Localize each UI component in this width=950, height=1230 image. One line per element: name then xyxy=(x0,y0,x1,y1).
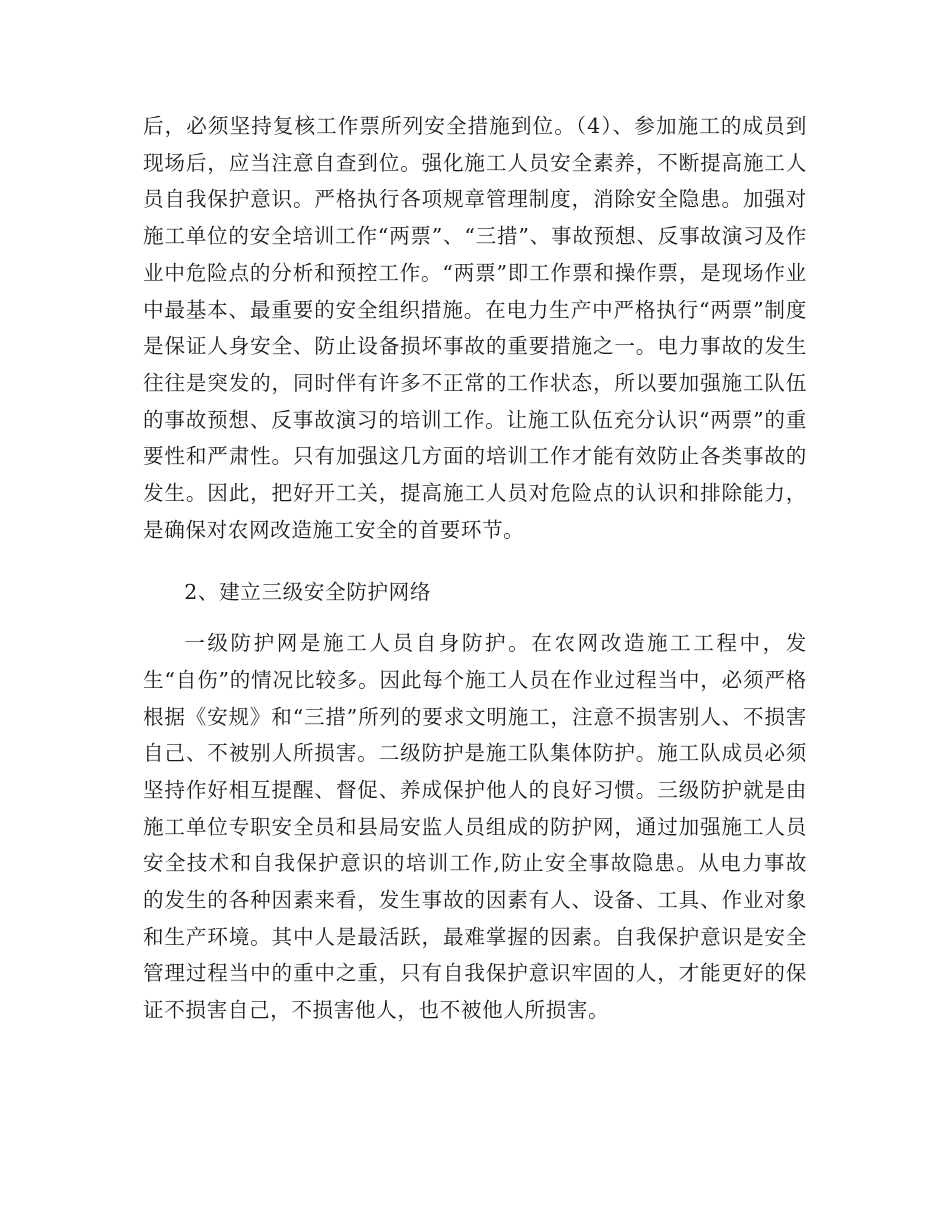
paragraph-protection-network: 一级防护网是施工人员自身防护。在农网改造施工工程中，发生“自伤”的情况比较多。因此每个施工人员在作业过程当中，必须严格根据《安规》和“三措”所列的要求文明施工，注意不损害别人、不损害自己、不被别人所损害。二级防护是施工队集体防护。施工队成员必须坚持作好相互提醒、督促、养成保护他人的良好习惯。三级防护就是由施工单位专职安全员和县局安监人员组成的防护网，通过加强施工人员安全技术和自我保护意识的培训工作,防止安全事故隐患。从电力事故的发生的各种因素来看，发生事故的因素有人、设备、工具、作业对象和生产环境。其中人是最活跃，最难掌握的因素。自我保护意识是安全管理过程当中的重中之重，只有自我保护意识牢固的人，才能更好的保证不损害自己，不损害他人，也不被他人所损害。 xyxy=(143,631,807,1023)
paragraph-continuation: 后，必须坚持复核工作票所列安全措施到位。（4）、参加施工的成员到现场后，应当注意自查到位。强化施工人员安全素养，不断提高施工人员自我保护意识。严格执行各项规章管理制度，消除安全隐患。加强对施工单位的安全培训工作“两票”、“三措”、事故预想、反事故演习及作业中危险点的分析和预控工作。“两票”即工作票和操作票，是现场作业中最基本、最重要的安全组织措施。在电力生产中严格执行“两票”制度是保证人身安全、防止设备损坏事故的重要措施之一。电力事故的发生往往是突发的，同时伴有许多不正常的工作状态，所以要加强施工队伍的事故预想、反事故演习的培训工作。让施工队伍充分认识“两票”的重要性和严肃性。只有加强这几方面的培训工作才能有效防止各类事故的发生。因此，把好开工关，提高施工人员对危险点的认识和排除能力，是确保对农网改造施工安全的首要环节。 xyxy=(143,114,807,542)
document-body xyxy=(143,108,807,1029)
section-heading: 2、建立三级安全防护网络 xyxy=(184,580,432,605)
